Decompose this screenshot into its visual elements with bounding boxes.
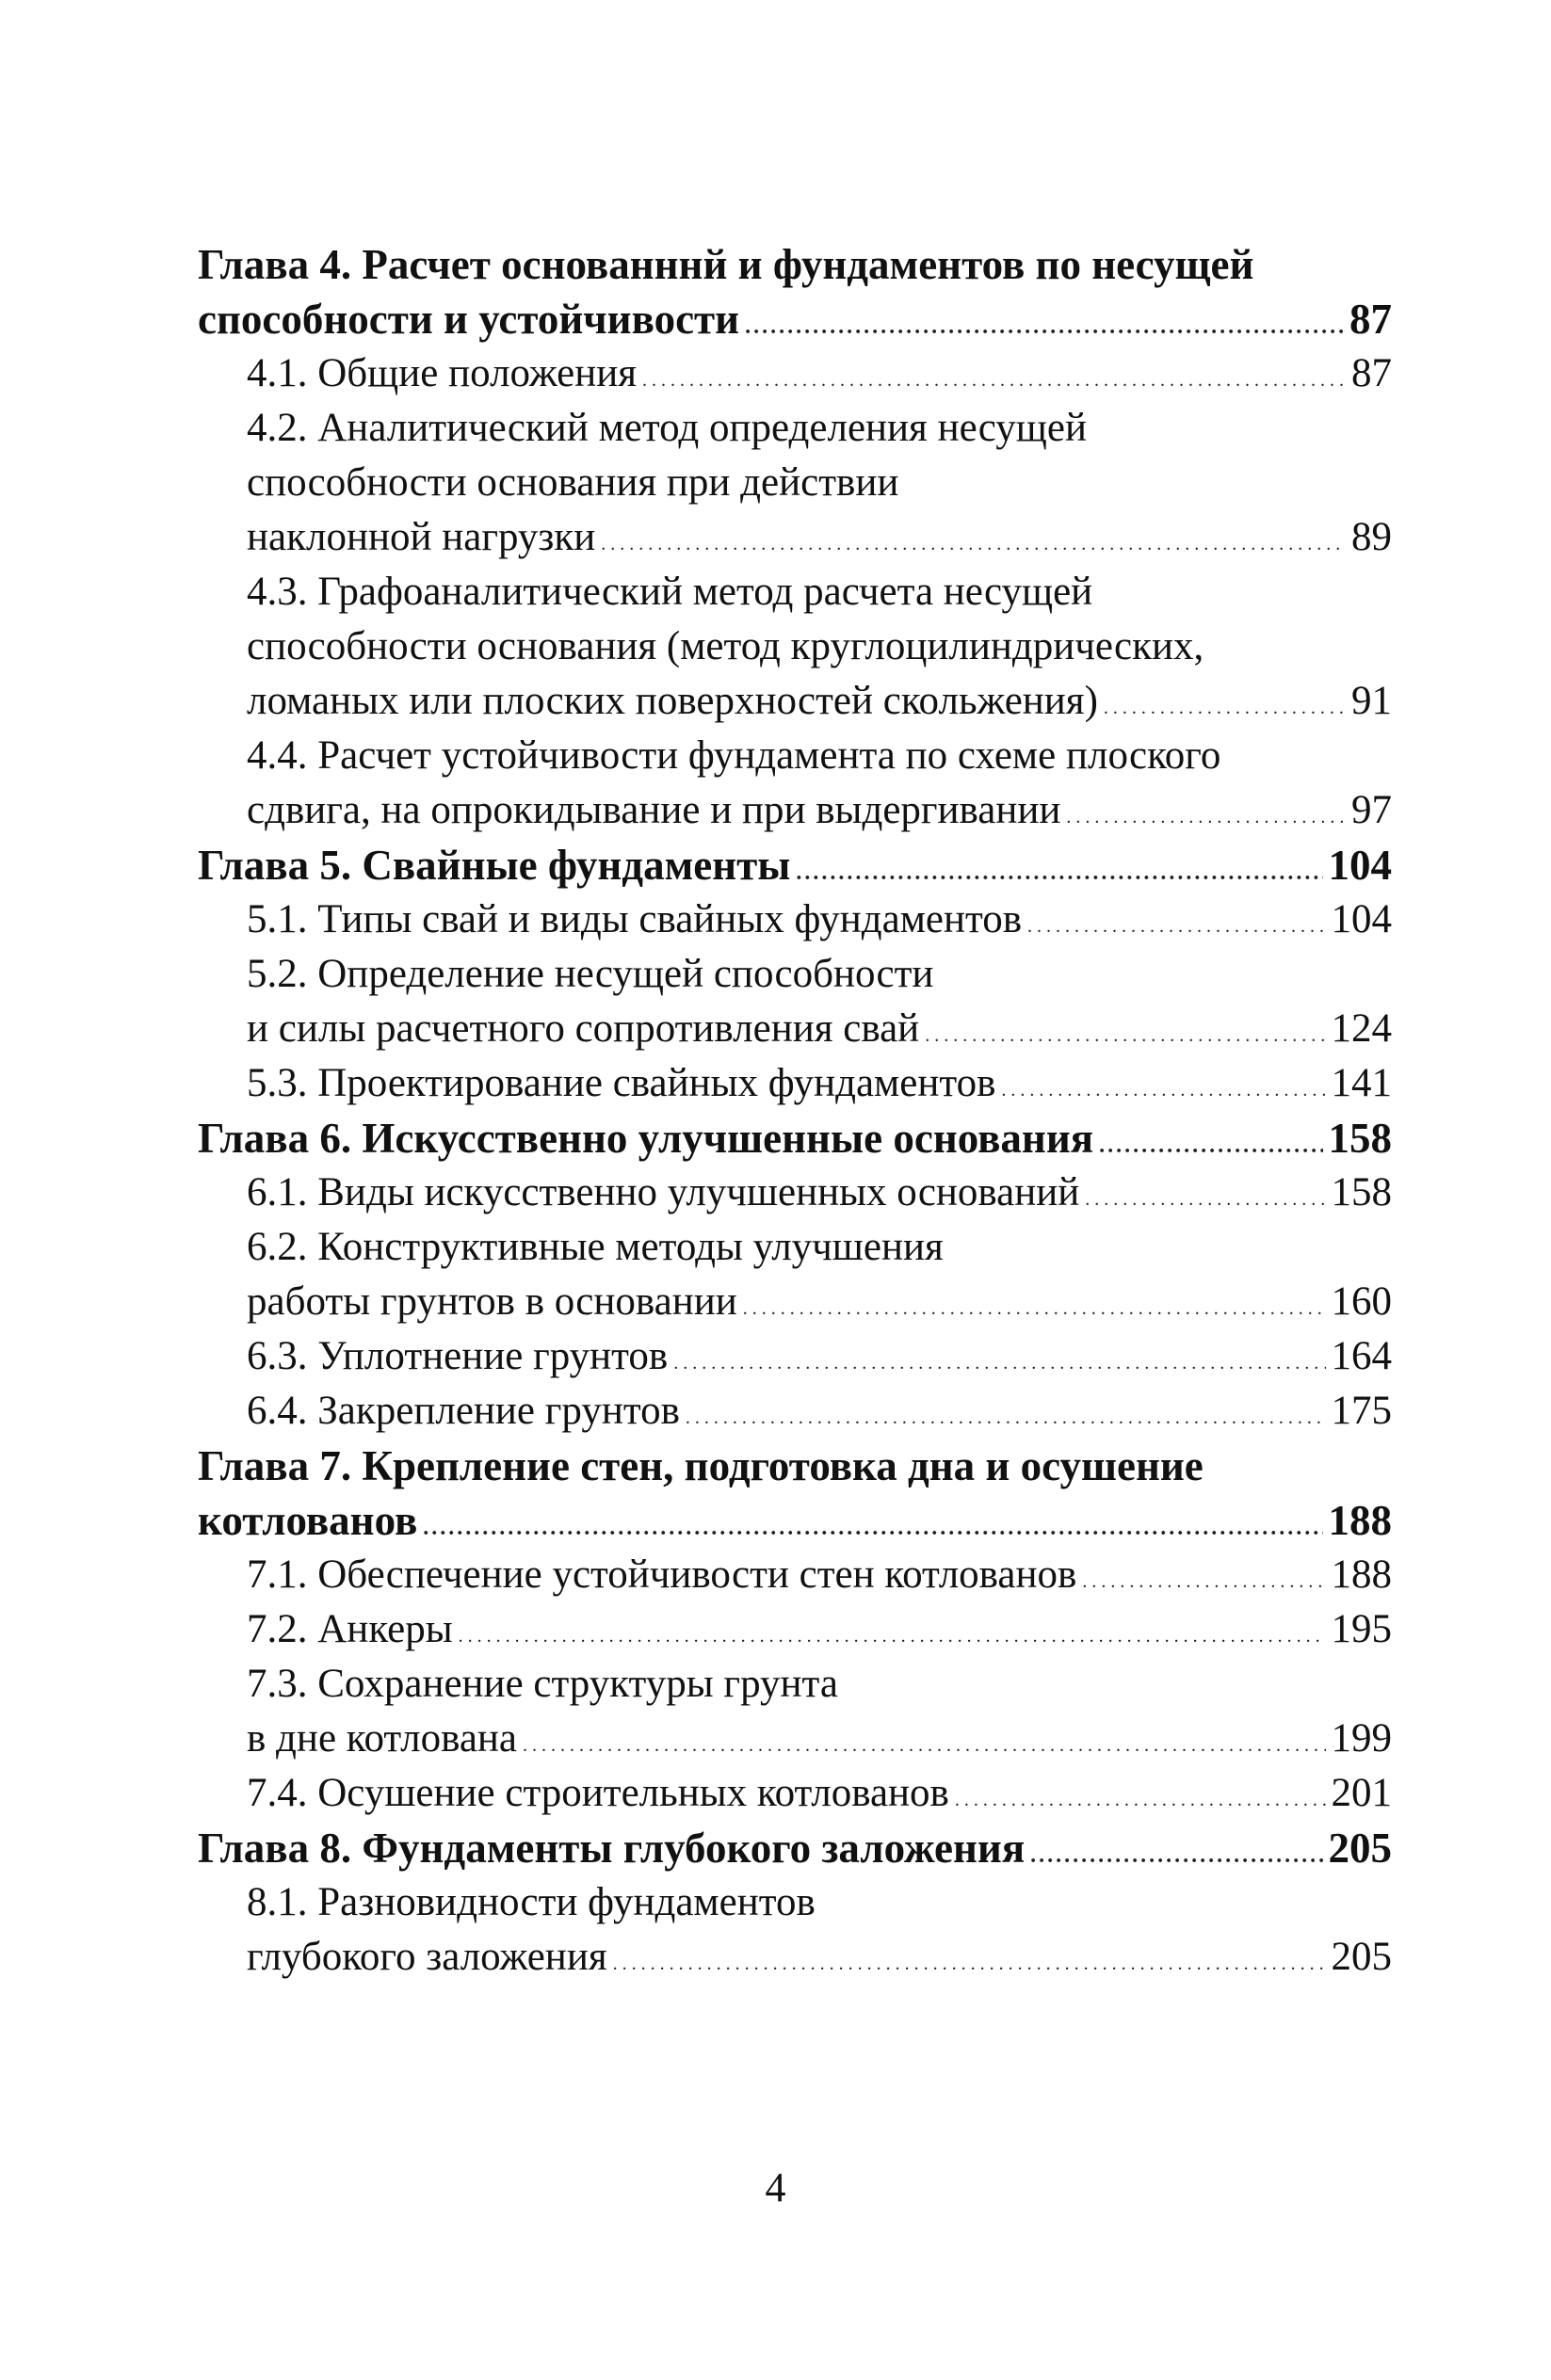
toc-line: Глава 6. Искусственно улучшенные основания [198, 1115, 1094, 1162]
toc-chapter-7[interactable] [198, 1439, 1392, 1548]
toc-chapter-5[interactable] [198, 838, 1392, 892]
toc-page-number: 141 [1331, 1061, 1392, 1105]
toc-line: 6.1. Виды искусственно улучшенных оснований [247, 1170, 1080, 1214]
toc-line: 6.4. Закрепление грунтов [247, 1389, 680, 1433]
toc-line: 5.2. Определение несущей способности [247, 952, 934, 996]
toc-line: 5.1. Типы свай и виды свайных фундаментов [247, 897, 1023, 941]
toc-section-4-4[interactable] [198, 729, 1392, 838]
toc-line: котлованов [198, 1497, 418, 1544]
dot-leader [523, 1718, 1325, 1773]
dot-leader [1082, 1554, 1325, 1609]
toc-page-number: 201 [1331, 1771, 1392, 1815]
toc-line: 8.1. Разновидности фундаментов [247, 1880, 816, 1924]
toc-line: наклонной нагрузки [247, 515, 596, 559]
toc-line: глубокого заложения [247, 1935, 607, 1979]
toc-line: Глава 7. Крепление стен, подготовка дна и осушение [198, 1442, 1204, 1489]
dot-leader [925, 1008, 1325, 1063]
page-number: 4 [765, 2164, 786, 2211]
toc-section-7-2[interactable] [198, 1602, 1392, 1657]
toc-line: 7.2. Анкеры [247, 1607, 453, 1651]
toc-page-number: 158 [1331, 1170, 1392, 1214]
toc-section-7-1[interactable] [198, 1548, 1392, 1602]
toc-line: 6.3. Уплотнение грунтов [247, 1334, 669, 1378]
toc-chapter-8[interactable] [198, 1821, 1392, 1875]
toc-line: Глава 8. Фундаменты глубокого заложения [198, 1825, 1026, 1872]
toc-page-number: 124 [1331, 1006, 1392, 1051]
toc-page-number: 104 [1328, 842, 1392, 889]
toc-page-number: 164 [1331, 1334, 1392, 1378]
toc-section-4-3[interactable] [198, 565, 1392, 729]
toc-line: 4.3. Графоаналитический метод расчета несущей [247, 570, 1093, 614]
toc-page-number: 158 [1328, 1115, 1392, 1162]
dot-leader [613, 1937, 1326, 1991]
toc-line: способности и устойчивости [198, 296, 740, 343]
toc-line: 7.1. Обеспечение устойчивости стен котлованов [247, 1552, 1077, 1597]
dot-leader [686, 1391, 1326, 1445]
dot-leader [1027, 899, 1325, 954]
toc-line: в дне котлована [247, 1716, 518, 1761]
toc-page-number: 160 [1331, 1279, 1392, 1324]
toc-page-number: 188 [1331, 1552, 1392, 1597]
toc-section-5-2[interactable] [198, 947, 1392, 1056]
dot-leader [642, 353, 1346, 408]
toc-section-5-3[interactable] [198, 1056, 1392, 1111]
toc-section-6-2[interactable] [198, 1220, 1392, 1329]
toc-line: 6.2. Конструктивные методы улучшения [247, 1225, 944, 1269]
toc-page-number: 188 [1328, 1497, 1392, 1544]
toc-page-number: 195 [1331, 1607, 1392, 1651]
toc-page-number: 104 [1331, 897, 1392, 941]
toc-line: 5.3. Проектирование свайных фундаментов [247, 1061, 996, 1105]
toc-page-number: 199 [1331, 1716, 1392, 1761]
toc-section-7-3[interactable] [198, 1657, 1392, 1766]
toc-page-number: 89 [1351, 515, 1392, 559]
toc-chapter-6[interactable] [198, 1111, 1392, 1166]
toc-page-number: 175 [1331, 1389, 1392, 1433]
toc-line: и силы расчетного сопротивления свай [247, 1006, 920, 1051]
toc-page-number: 87 [1351, 351, 1392, 395]
dot-leader [1104, 681, 1346, 735]
dot-leader [459, 1609, 1326, 1664]
toc-section-5-1[interactable] [198, 892, 1392, 947]
dot-leader [673, 1336, 1325, 1391]
toc-line: Глава 4. Расчет основанннй и фундаментов по несущей [198, 241, 1254, 288]
table-of-contents [198, 237, 1392, 1985]
toc-line: 4.1. Общие положения [247, 351, 638, 395]
toc-page-number: 205 [1331, 1935, 1392, 1979]
toc-section-7-4[interactable] [198, 1766, 1392, 1821]
toc-line: 7.4. Осушение строительных котлованов [247, 1771, 949, 1815]
toc-section-6-1[interactable] [198, 1166, 1392, 1220]
toc-line: Глава 5. Свайные фундаменты [198, 842, 791, 889]
toc-page-number: 87 [1349, 296, 1392, 343]
toc-section-8-1[interactable] [198, 1875, 1392, 1985]
dot-leader [955, 1773, 1326, 1827]
dot-leader [743, 1281, 1326, 1336]
toc-page-number: 91 [1351, 679, 1392, 723]
toc-line: способности основания при действии [247, 460, 899, 505]
dot-leader [1085, 1172, 1325, 1227]
toc-line: 7.3. Сохранение структуры грунта [247, 1662, 838, 1706]
dot-leader [601, 517, 1346, 571]
toc-page-number: 97 [1351, 788, 1392, 832]
toc-section-4-1[interactable] [198, 346, 1392, 401]
toc-line: 4.4. Расчет устойчивости фундамента по схеме плоского [247, 733, 1221, 778]
toc-section-6-4[interactable] [198, 1384, 1392, 1439]
dot-leader [1066, 790, 1346, 844]
toc-line: сдвига, на опрокидывание и при выдергивании [247, 788, 1061, 832]
toc-line: ломаных или плоских поверхностей скольжения) [247, 679, 1098, 723]
toc-page-number: 205 [1328, 1825, 1392, 1872]
toc-line: работы грунтов в основании [247, 1279, 737, 1324]
dot-leader [1001, 1063, 1325, 1118]
toc-chapter-4[interactable] [198, 237, 1392, 346]
toc-section-6-3[interactable] [198, 1329, 1392, 1384]
toc-line: способности основания (метод круглоцилиндрических, [247, 624, 1204, 668]
toc-line: 4.2. Аналитический метод определения несущей [247, 406, 1087, 450]
toc-section-4-2[interactable] [198, 401, 1392, 565]
